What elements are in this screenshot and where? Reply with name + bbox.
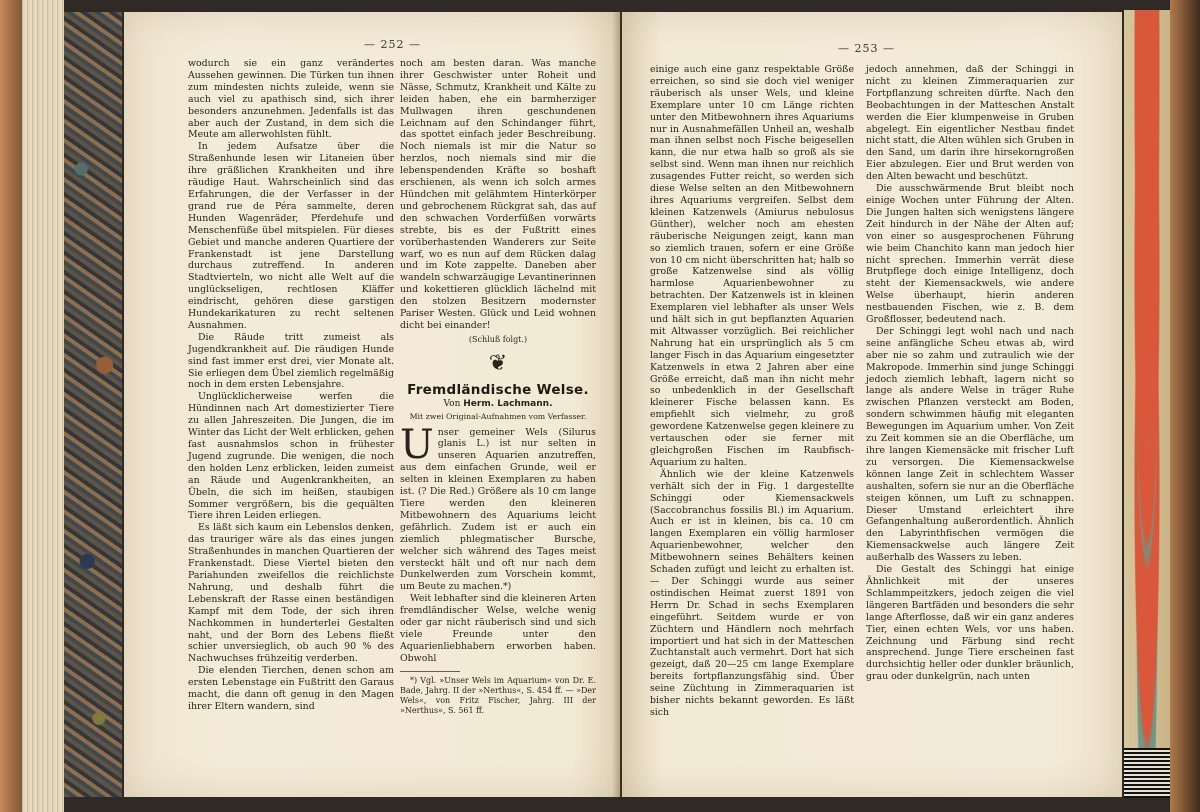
paragraph: Ähnlich wie der kleine Katzenwels verhält sich der in Fig. 1 dargestellte Schinggi oder Kiemensackwels (Saccobranchus fossilis Bl.) im Aquarium. Auch er ist in kleinen, bis ca. 10 cm langen Exemplaren ein völlig harmloser Aquarienbewohner, welcher den Mitbewohnern seines Behälters keinen Schaden zufügt und leicht zu erhalten ist. — Der Schinggi wurde aus seiner ostindischen Heimat zuerst 1891 von Herrn Dr. Schad in sechs Exemplaren eingeführt. Seitdem wurde er von Züchtern und Händlern noch mehrfach importiert und hat sich in der Matteschen Zuchtanstalt auch vermehrt. Dort hat sich gezeigt, daß 20—25 cm lange Exemplare bereits fortpflanzungsfähig sind. Über seine Züchtung in Zimmeraquarien ist bisher nichts bekannt geworden. Es läßt sich (650, 468, 854, 718)
paragraph: Die Räude tritt zumeist als Jugendkrankheit auf. Die räudigen Hunde sind fast immer erst drei, vier Monate alt. Sie erliegen dem Übel ziemlich regelmäßig noch in dem ersten Lebensjahre. (188, 331, 394, 391)
book-cover-left (0, 0, 22, 812)
paragraph: noch am besten daran. Was manche ihrer Geschwister unter Roheit und Nässe, Schmutz, Krankheit und Kälte zu leiden haben, ehe ein barmherziger Mullwagen ihren geschundenen Leichnam auf den Schindanger führt, das spottet einfach jeder Beschreibung. Noch niemals ist mir die Natur so herzlos, noch niemals sind mir die lebenspendenden Kräfte so boshaft erschienen, als wenn ich solch armes Hündchen mit gelähmtem Hinterkörper und gebrochenem Rückgrat sah, das auf den schwachen Vorderfüßen vorwärts strebte, bis es der Fußtritt eines vorüberhastenden Wanderers zur Seite warf, wo es nun auf dem Rücken dalag und im Kote zappelte. Daneben aber wandeln schwarzäugige Levantinerinnen und kokettieren glücklich lächelnd mit den stolzen Besitzern modernster Pariser Westen. Glück und Leid wohnen dicht bei einander! (400, 58, 596, 331)
to-be-continued: (Schluß folgt.) (468, 334, 528, 344)
paragraph: einige auch eine ganz respektable Größe erreichen, so sind sie doch viel weniger räuberisch als unser Wels, und kleine Exemplare unter 10 cm Länge richten unter den Mitbewohnern ihres Aquariums nur in Ausnahmefällen Unheil an, weshalb man ihnen selbst noch Fische beigesellen kann, die nur etwa halb so groß als sie selbst sind. Wenn man ihnen nur reichlich zusagendes Futter reicht, so werden sich diese Welse selten an den Mitbewohnern ihres Aquariums vergreifen. Selbst dem kleinen Katzenwels (Amiurus nebulosus Günther), welcher noch am ehesten räuberische Neigungen zeigt, kann man so ziemlich trauen, sofern er eine Größe von 10 cm nicht überschritten hat; halb so große Katzenwelse sind als völlig harmlose Aquarienbewohner zu betrachten. Der Katzenwels ist in kleinen Exemplaren viel lebhafter als unser Wels und hält sich in gut bepflanzten Aquarien mit Altwasser vorzüglich. Bei reichlicher Nahrung hat ein ursprünglich als 5 cm langer Fisch in das Aquarium eingesetzter Katzenwels in etwa 2 Jahren aber eine Größe erreicht, daß man ihn nicht mehr so unbedenklich in der Gesellschaft kleinerer Fische belassen kann. Es empfiehlt sich vielmehr, zu groß gewordene Katzenwelse gegen kleinere zu vertauschen oder sie ferner mit gleichgroßen Fischen im Raubfisch-Aquarium zu halten. (650, 64, 854, 468)
page-number-left: — 252 — (364, 38, 421, 51)
footnote: *) Vgl. »Unser Wels im Aquarium« von Dr. E. Bade, Jahrg. II der »Nerthus«, S. 454 ff. — »Der Wels«, von Fritz Fischer, Jahrg. III der »Nerthus«, S. 561 ff. (400, 675, 596, 715)
paragraph: nser gemeiner Wels (Silurus glanis L.) ist nur selten in unseren Aquarien anzutreffen, aus dem einfachen Grunde, weil er selten in kleinen Exemplaren zu haben ist. (? Die Red.) Größere als 10 cm lange Tiere werden den kleineren Mitbewohnern des Aquariums leicht gefährlich. Zudem ist er auch ein ziemlich phlegmatischer Bursche, welcher sich während des Tages meist versteckt hält und oft nur nach dem Dunkelwerden zum Vorschein kommt, um Beute zu machen.*) (400, 426, 596, 593)
article-subline: Mit zwei Original-Aufnahmen vom Verfasser. (409, 411, 587, 421)
barcode-label (1124, 748, 1170, 798)
right-page-column-2 (866, 64, 1074, 683)
footnote-rule (400, 671, 460, 672)
left-page-column-2 (400, 58, 596, 716)
byline-author: Herm. Lachmann. (463, 398, 553, 409)
ornament-icon: ❦ (488, 350, 508, 376)
right-page (622, 12, 1122, 797)
left-page (124, 12, 620, 797)
paragraph: In jedem Aufsatze über die Straßenhunde lesen wir Litaneien über ihre gräßlichen Krankheiten und ihre räudige Haut. Wahrscheinlich sind das Erfahrungen, die der Verfasser in der grand rue de Péra sammelte, deren Hunden Wagenräder, Pferdehufe und Menschenfüße übel mitspielen. Für dieses Gebiet und manche anderen Quartiere der Frankenstadt ist jene Darstellung durchaus zutreffend. In anderen Stadtvierteln, wo nicht alle Welt auf die unglückseligen, rechtlosen Kläffer eindrischt, gehören diese garstigen Hundekarikaturen zu recht seltenen Ausnahmen. (188, 141, 394, 331)
paragraph: Die elenden Tierchen, denen schon am ersten Lebenstage ein Fußtritt den Garaus macht, die dann oft genug in den Magen ihrer Eltern wandern, sind (188, 665, 394, 712)
marbled-endpaper-left (64, 12, 122, 797)
article-byline (400, 399, 596, 411)
page-number-right: — 253 — (838, 42, 895, 55)
paragraph: Die ausschwärmende Brut bleibt noch einige Wochen unter Führung der Alten. Die Jungen halten sich wenigstens längere Zeit hindurch in der Nähe der Alten auf; von einer so ausgesprochenen Führung wie beim Chanchito kann man jedoch hier nicht sprechen. Immerhin verrät diese Brutpflege doch einige Intelligenz, doch steht der Kiemensackwels, wie andere Welse überhaupt, hierin anderen nestbauenden Fischen, wie z. B. dem Großflosser, bedeutend nach. (866, 183, 1074, 326)
paragraph: jedoch annehmen, daß der Schinggi in nicht zu kleinen Zimmeraquarien zur Fortpflanzung schreiten dürfte. Nach den Beobachtungen in der Matteschen Anstalt werden die Eier klumpenweise in Gruben abgelegt. Ein eigentlicher Nestbau findet nicht statt, die Alten wühlen sich Gruben in den Sand, um darin ihre hirsekorngroßen Eier abzulegen. Eier und Brut werden von den Alten bewacht und beschützt. (866, 64, 1074, 183)
byline-prefix: Von (443, 398, 461, 409)
paragraph: Der Schinggi legt wohl nach und nach seine anfängliche Scheu etwas ab, wird aber nie so zahm und zutraulich wie der Makropode. Immerhin sind junge Schinggi jedoch ziemlich lebhaft, lagern nicht so lange als andere Welse in träger Ruhe zwischen Pflanzen versteckt am Boden, sondern schwimmen häufig mit eleganten Bewegungen im Aquarium umher. Von Zeit zu Zeit kommen sie an die Oberfläche, um ihre langen Kiemensäcke mit frischer Luft zu versorgen. Die Kiemensackwelse können lange Zeit in schlechtem Wasser aushalten, sofern sie nur an die Oberfläche steigen können, um Luft zu schnappen. Dieser Umstand erleichtert ihre Gefangenhaltung außerordentlich. Ähnlich den Labyrinthfischen vermögen die Kiemensackwelse auch längere Zeit außerhalb des Wassers zu leben. (866, 325, 1074, 564)
drop-cap: U (400, 421, 434, 468)
paragraph: Unglücklicherweise werfen die Hündinnen nach Art domestizierter Tiere zu allen Jahreszeiten. Die Jungen, die im Winter das Licht der Welt erblicken, gehen fast ausnahmslos schon in frühester Jugend zugrunde. Die wenigen, die noch den holden Lenz erblicken, leiden zumeist an Räude und Augenkrankheiten, an Übeln, die sich im heißen, staubigen Sommer vergrößern, bis die gequälten Tiere ihren Leiden erliegen. (188, 391, 394, 522)
book-cover-right (1170, 0, 1200, 812)
right-page-column-1 (650, 64, 854, 719)
paragraph: Weit lebhafter sind die kleineren Arten fremdländischer Welse, welche wenig oder gar nicht räuberisch sind und sich viele Freunde unter den Aquarienliebhabern erworben haben. Obwohl (400, 593, 596, 664)
marbled-endpaper-right (1124, 10, 1170, 780)
article-title: Fremdländische Welse. (407, 381, 589, 398)
paragraph: Die Gestalt des Schinggi hat einige Ähnlichkeit mit der unseres Schlammpeitzkers, jedoch zeigen die viel längeren Bartfäden und besonders die sehr lange Afterflosse, daß wir ein ganz anderes Tier, einen echten Wels, vor uns haben. Zeichnung und Färbung sind recht ansprechend. Junge Tiere erscheinen fast durchsichtig heller oder dunkler bräunlich, grau oder dunkelgrün, nach unten (866, 564, 1074, 683)
paragraph: Es läßt sich kaum ein Lebenslos denken, das trauriger wäre als das eines jungen Straßenhundes in manchen Quartieren der Frankenstadt. Diese Viertel bieten den Pariahunden zweifellos die reichlichste Nahrung, und deshalb führt die Lebenskraft der Rasse einen beständigen Kampf mit dem Tode, der sich ihren Nachkommen in hunderterlei Gestalten naht, und der Born des Lebens fließt schier unversieglich, ob auch 90 % des Nachwuchses frühzeitig verderben. (188, 522, 394, 665)
paragraph: wodurch sie ein ganz verändertes Aussehen gewinnen. Die Türken tun ihnen zum mindesten nichts zuleide, wenn sie auch viel zu apathisch sind, sich ihrer besonders anzunehmen. Jedenfalls ist das aber auch der Zustand, in dem sich die Meute am allerwohlsten fühlt. (188, 58, 394, 141)
left-page-column-1 (188, 58, 394, 713)
